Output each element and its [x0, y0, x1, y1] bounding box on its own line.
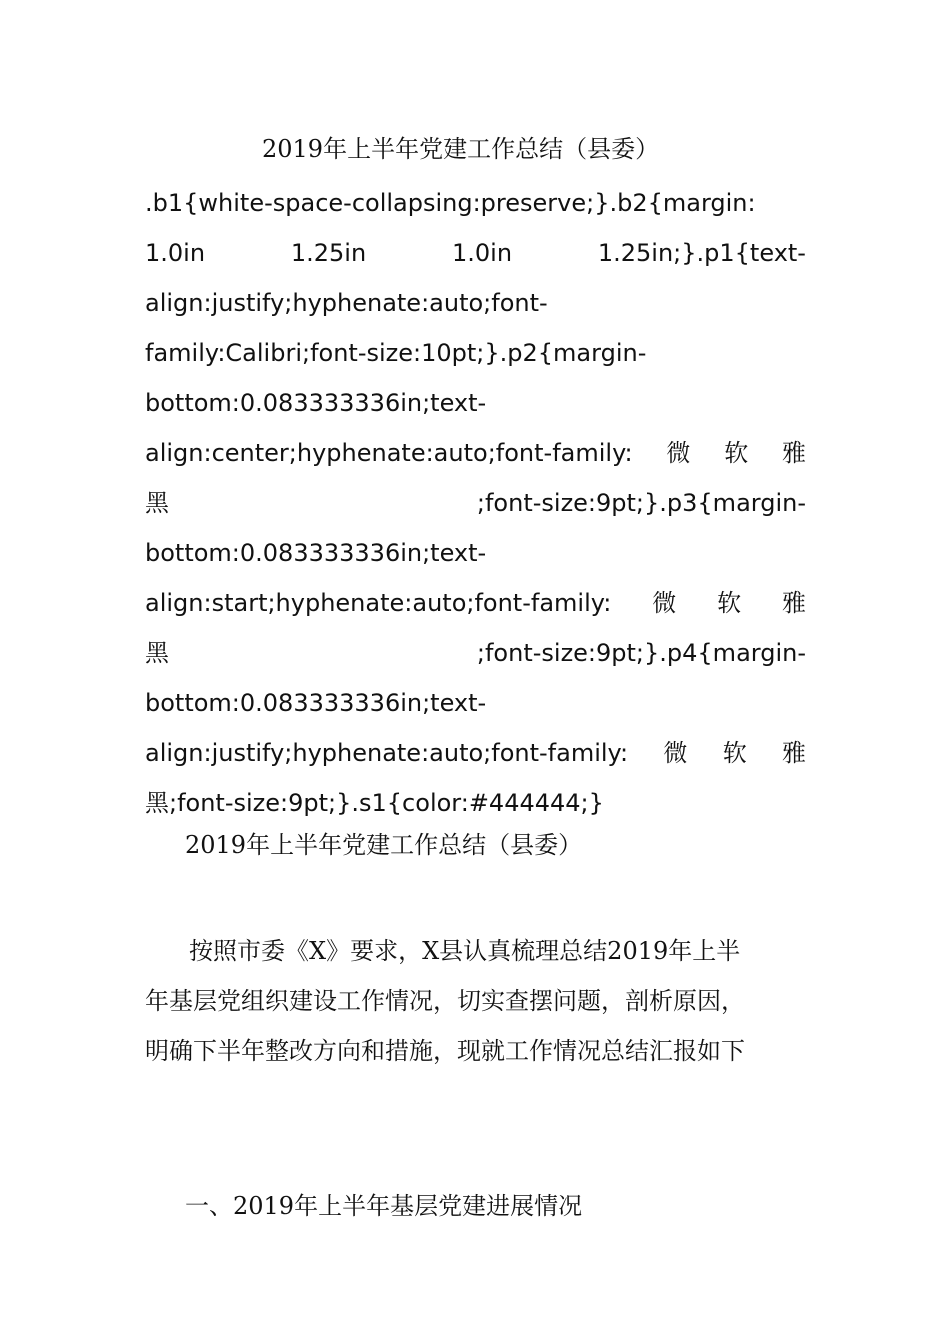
section-heading: 一、2019年上半年基层党建进展情况 — [185, 1192, 583, 1220]
css-text-line: bottom:0.083333336in;text- — [145, 539, 487, 567]
document-title: 2019年上半年党建工作总结（县委） — [262, 135, 660, 163]
css-text-fragment: 软 — [724, 439, 749, 467]
css-text-fragment: 1.25in — [290, 239, 367, 267]
css-text-line — [145, 228, 806, 278]
css-text-fragment: 黑 — [145, 489, 169, 517]
css-text-fragment: ;font-size:9pt;}.p3{margin- — [476, 489, 806, 517]
document-subtitle: 2019年上半年党建工作总结（县委） — [185, 831, 583, 859]
css-text-fragment: align:start;hyphenate:auto;font-family: — [145, 589, 612, 617]
css-text-line: .b1{white-space-collapsing:preserve;}.b2{margin: — [145, 189, 756, 217]
intro-paragraph — [145, 926, 806, 1076]
css-text-fragment: align:justify;hyphenate:auto;font-family: — [145, 739, 629, 767]
css-text-line — [145, 578, 806, 628]
css-text-line: family:Calibri;font-size:10pt;}.p2{margin- — [145, 339, 647, 367]
css-text-fragment: 1.0in — [452, 239, 513, 267]
css-text-fragment: 1.25in;}.p1{text- — [597, 239, 806, 267]
css-text-fragment: 雅 — [782, 439, 806, 467]
css-text-line: bottom:0.083333336in;text- — [145, 689, 487, 717]
css-text-block — [145, 178, 806, 828]
css-text-fragment: 1.0in — [145, 239, 206, 267]
css-text-fragment: 雅 — [781, 739, 806, 767]
css-text-fragment: 微 — [666, 439, 691, 467]
paragraph-line: 年基层党组织建设工作情况，切实查摆问题，剖析原因， — [145, 987, 745, 1015]
paragraph-line: 明确下半年整改方向和措施，现就工作情况总结汇报如下 — [145, 1037, 745, 1065]
css-text-line — [145, 628, 806, 678]
css-text-line: align:justify;hyphenate:auto;font- — [145, 289, 548, 317]
css-text-fragment: 黑 — [145, 639, 169, 667]
css-text-line: 黑;font-size:9pt;}.s1{color:#444444;} — [145, 789, 604, 817]
css-text-fragment: align:center;hyphenate:auto;font-family: — [145, 439, 633, 467]
css-text-fragment: 微 — [663, 739, 688, 767]
css-text-line — [145, 728, 806, 778]
css-text-fragment: 雅 — [781, 589, 806, 617]
css-text-fragment: 软 — [717, 589, 742, 617]
css-text-fragment: 软 — [722, 739, 747, 767]
css-text-line — [145, 428, 806, 478]
paragraph-line: 按照市委《X》要求，X县认真梳理总结2019年上半 — [189, 937, 741, 965]
css-text-line — [145, 478, 806, 528]
css-text-fragment: ;font-size:9pt;}.p4{margin- — [476, 639, 806, 667]
css-text-fragment: 微 — [652, 589, 677, 617]
css-text-line: bottom:0.083333336in;text- — [145, 389, 487, 417]
document-page — [145, 128, 806, 1223]
